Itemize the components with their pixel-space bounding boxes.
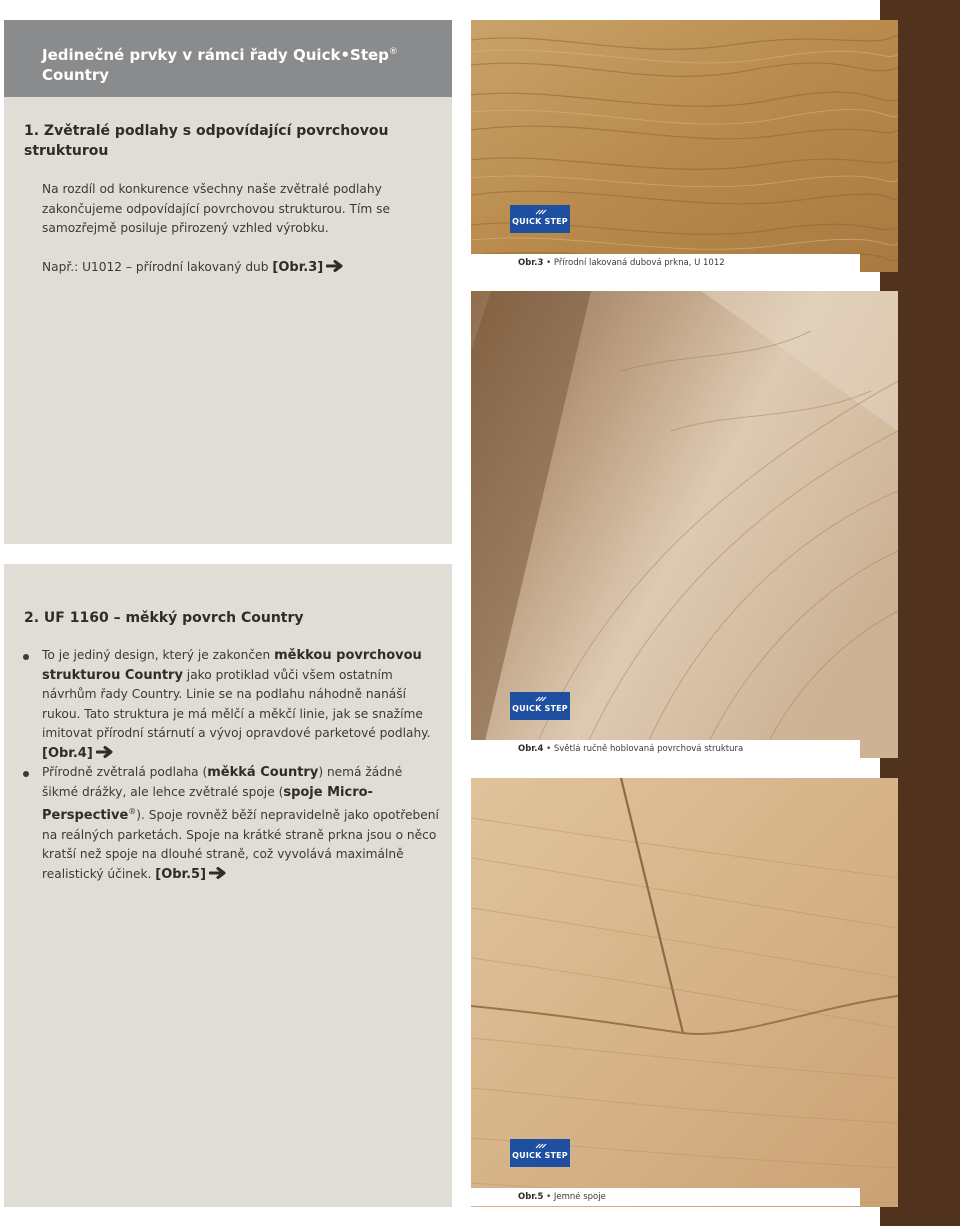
arrow-right-icon	[96, 746, 114, 758]
caption-label: Obr.4	[518, 744, 544, 754]
caption-text: • Jemné spoje	[543, 1192, 606, 1202]
quick-step-logo	[510, 205, 570, 233]
section-1-panel	[4, 20, 452, 544]
section-1-paragraph: Na rozdíl od konkurence všechny naše zvětralé podlahy zakončujeme odpovídající povrchovou strukturou. Tím se samozřejmě posiluje přirozený vzhled výrobku.	[42, 182, 390, 236]
bullet-2-text-a: Přírodně zvětralá podlaha (	[42, 765, 208, 779]
bullet-icon	[23, 654, 29, 660]
arrow-right-icon	[326, 260, 344, 272]
logo-text: QUICK STEP	[512, 1151, 568, 1160]
title-registered-mark: ®	[388, 47, 398, 57]
quick-step-logo	[510, 692, 570, 720]
header-band	[4, 20, 452, 97]
caption-label: Obr.3	[518, 258, 544, 268]
fig5-reference: [Obr.5]	[155, 867, 207, 883]
section-2-bullet-2	[42, 763, 442, 885]
caption-label: Obr.5	[518, 1192, 544, 1202]
caption-obr4	[471, 740, 860, 758]
bullet-2-bold-2: spoje Micro-Perspective	[42, 784, 373, 824]
fig3-reference: [Obr.3]	[272, 260, 324, 275]
bullet-1-bold: měkkou povrchovou strukturou Country	[42, 648, 422, 683]
bullet-2-bold-1: měkká Country	[207, 765, 319, 780]
logo-swoosh-icon	[535, 696, 547, 702]
logo-text: QUICK STEP	[512, 704, 568, 713]
caption-text: • Přírodní lakovaná dubová prkna, U 1012	[543, 258, 725, 268]
title-line-2: Country	[42, 66, 110, 84]
section-2-bullet-1	[42, 646, 442, 764]
caption-obr5	[471, 1188, 860, 1206]
quick-step-logo	[510, 1139, 570, 1167]
bullet-2-text-c: ). Spoje rovněž běží nepravidelně jako opotřebení na reálných parketách. Spoje na krátké straně prkna jsou o něco kratší než spoje na dlouhé straně, což vyvolává maximálně realistický účinek.	[42, 808, 439, 882]
caption-text: • Světlá ručně hoblovaná povrchová struktura	[543, 744, 744, 754]
logo-swoosh-icon	[535, 1143, 547, 1149]
example-text: Např.: U1012 – přírodní lakovaný dub	[42, 260, 273, 274]
bullet-icon	[23, 771, 29, 777]
bullet-2-text-b: ) nemá žádné šikmé drážky, ale lehce zvětralé spoje (	[42, 765, 403, 799]
bullet-2-registered-mark: ®	[128, 807, 137, 817]
page-title	[42, 42, 442, 85]
bullet-1-text-a: To je jediný design, který je zakončen	[42, 648, 275, 662]
logo-text: QUICK STEP	[512, 217, 568, 226]
section-1-title: 1. Zvětralé podlahy s odpovídající povrchovou strukturou	[24, 123, 389, 159]
bullet-1-text-b: jako protiklad vůči všem ostatním návrhům řady Country. Linie se na podlahu náhodně nanáší rukou. Tato struktura je má mělčí a měkčí linie, jak se snažíme imitovat přírodní stárnutí a vývoj opravdové parketové podlahy.	[42, 667, 431, 741]
section-2-panel	[4, 564, 452, 1207]
photo-obr3-oak-planks	[471, 20, 898, 272]
title-line-1: Jedinečné prvky v rámci řady Quick•Step	[42, 46, 389, 64]
caption-obr3	[471, 254, 860, 272]
section-1-example	[42, 258, 442, 278]
photo-obr4-hand-planed	[471, 291, 898, 758]
section-2-title: 2. UF 1160 – měkký povrch Country	[24, 610, 304, 626]
logo-swoosh-icon	[535, 209, 547, 215]
arrow-right-icon	[209, 867, 227, 879]
fig4-reference: [Obr.4]	[42, 745, 93, 761]
